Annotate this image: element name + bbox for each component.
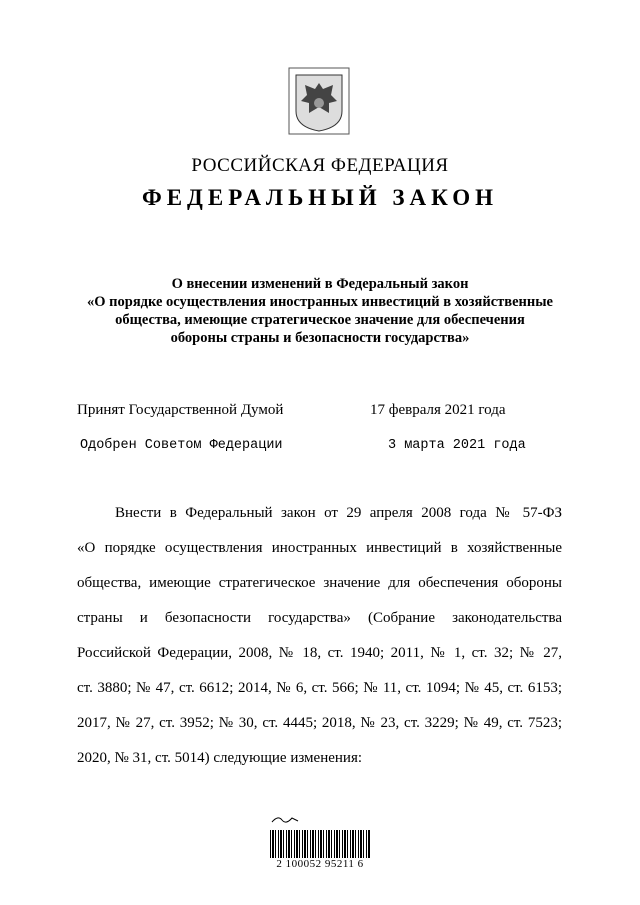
barcode-bars xyxy=(270,830,370,858)
title-line: «О порядке осуществления иностранных инвестиций в хозяйственные xyxy=(87,294,553,310)
coat-of-arms-emblem xyxy=(288,67,350,135)
body-line: «О порядке осуществления иностранных инвестиций в хозяйственные xyxy=(77,540,562,556)
duma-label: Принят Государственной Думой xyxy=(77,402,284,418)
title-line: обороны страны и безопасности государства» xyxy=(170,330,470,346)
body-line: страны и безопасности государства» (Собрание законодательства xyxy=(77,610,562,626)
body-line: 2020, № 31, ст. 5014) следующие изменения: xyxy=(77,750,363,766)
council-date: 3 марта 2021 года xyxy=(388,438,526,453)
body-line: Внести в Федеральный закон от 29 апреля 2008 года № 57-ФЗ xyxy=(115,505,562,521)
country-heading: РОССИЙСКАЯ ФЕДЕРАЦИЯ xyxy=(191,155,449,176)
barcode-number: 2 100052 95211 6 xyxy=(276,858,364,870)
title-line: общества, имеющие стратегическое значение для обеспечения xyxy=(115,312,525,328)
document-type-heading: ФЕДЕРАЛЬНЫЙ ЗАКОН xyxy=(141,185,499,210)
law-title xyxy=(60,275,580,347)
title-line: О внесении изменений в Федеральный закон xyxy=(171,276,469,292)
body-line: ст. 3880; № 47, ст. 6612; 2014, № 6, ст. 566; № 11, ст. 1094; № 45, ст. 6153; xyxy=(77,680,562,696)
council-label: Одобрен Советом Федерации xyxy=(80,438,283,453)
body-paragraph xyxy=(77,503,562,783)
barcode xyxy=(270,810,370,870)
signature-mark xyxy=(270,813,300,823)
body-line: общества, имеющие стратегическое значение для обеспечения обороны xyxy=(77,575,562,591)
body-line: 2017, № 27, ст. 3952; № 30, ст. 4445; 2018, № 23, ст. 3229; № 49, ст. 7523; xyxy=(77,715,562,731)
body-line: Российской Федерации, 2008, № 18, ст. 1940; 2011, № 1, ст. 32; № 27, xyxy=(77,645,562,661)
duma-date: 17 февраля 2021 года xyxy=(370,402,506,418)
